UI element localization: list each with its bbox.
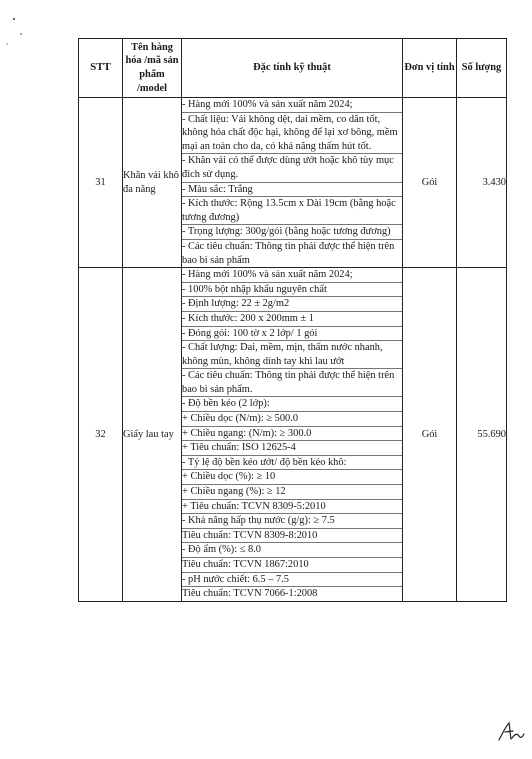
spec-line: - Hàng mới 100% và sản xuất năm 2024; (182, 98, 402, 113)
spec-line: + Chiều ngang (%): ≥ 12 (182, 485, 402, 500)
initials-signature (496, 719, 526, 745)
spec-line: + Chiều ngang: (N/m): ≥ 300.0 (182, 427, 402, 442)
table-row (79, 268, 507, 602)
spec-line: Tiêu chuẩn: TCVN 1867:2010 (182, 558, 402, 573)
row-stt: 32 (79, 268, 123, 602)
row-unit: Gói (403, 98, 457, 268)
table-row (79, 98, 507, 268)
table-header-row (79, 39, 507, 98)
spec-line: + Tiêu chuẩn: TCVN 8309-5:2010 (182, 500, 402, 515)
header-unit: Đơn vị tính (403, 39, 457, 98)
spec-line: - Khả năng hấp thụ nước (g/g): ≥ 7.5 (182, 514, 402, 529)
spec-line: - Kích thước: 200 x 200mm ± 1 (182, 312, 402, 327)
spec-line: - Đóng gói: 100 tờ x 2 lớp/ 1 gói (182, 327, 402, 342)
spec-line: Tiêu chuẩn: TCVN 8309-8:2010 (182, 529, 402, 544)
header-quantity: Số lượng (457, 39, 507, 98)
spec-line: - Định lượng: 22 ± 2g/m2 (182, 297, 402, 312)
row-product-name: Khăn vải khô đa năng (123, 98, 182, 268)
specification-table (78, 38, 507, 602)
spec-line: - Độ ẩm (%): ≤ 8.0 (182, 543, 402, 558)
spec-line: - Các tiêu chuẩn: Thông tin phải được thể hiện trên bao bì sản phẩm (182, 240, 395, 266)
spec-line: + Tiêu chuẩn: ISO 12625-4 (182, 441, 402, 456)
spec-line: - Hàng mới 100% và sản xuất năm 2024; (182, 268, 402, 283)
scan-specks (0, 0, 40, 60)
spec-line: - Chất lượng: Dai, mềm, mịn, thấm nước nhanh, không mùn, không dính tay khi lau ướt (182, 341, 402, 369)
row-specification (182, 268, 403, 602)
spec-line: Tiêu chuẩn: TCVN 7066-1:2008 (182, 588, 318, 600)
header-product-name: Tên hàng hóa /mã sản phẩm /model (123, 39, 182, 98)
row-stt: 31 (79, 98, 123, 268)
spec-line: - Trọng lượng: 300g/gói (bằng hoặc tương đương) (182, 225, 402, 240)
spec-line: - Chất liệu: Vải không dệt, dai mềm, co dãn tốt, không hóa chất độc hại, không để lại xơ bông, mềm mại an toàn cho da, có khả năng thấm hút tốt. (182, 113, 402, 155)
spec-line: - Các tiêu chuẩn: Thông tin phải được thể hiện trên bao bì sản phẩm. (182, 369, 402, 397)
spec-line: - Kích thước: Rộng 13.5cm x Dài 19cm (bằng hoặc tương đương) (182, 197, 402, 225)
row-product-name: Giấy lau tay (123, 268, 182, 602)
spec-line: - 100% bột nhập khẩu nguyên chất (182, 283, 402, 298)
spec-line: - Màu sắc: Trắng (182, 183, 402, 198)
spec-line: - Tỷ lệ độ bền kéo ướt/ độ bền kéo khô: (182, 456, 402, 471)
row-quantity: 55.690 (457, 268, 507, 602)
row-specification (182, 98, 403, 268)
row-quantity: 3.430 (457, 98, 507, 268)
spec-line: - Khăn vải có thể được dùng ướt hoặc khô tùy mục đích sử dụng. (182, 154, 402, 182)
spec-line: - pH nước chiết: 6.5 – 7.5 (182, 573, 402, 588)
row-unit: Gói (403, 268, 457, 602)
header-specification: Đặc tính kỹ thuật (182, 39, 403, 98)
header-stt: STT (79, 39, 123, 98)
spec-line: - Độ bền kéo (2 lớp): (182, 397, 402, 412)
spec-line: + Chiều dọc (N/m): ≥ 500.0 (182, 412, 402, 427)
spec-line: + Chiều dọc (%): ≥ 10 (182, 470, 402, 485)
